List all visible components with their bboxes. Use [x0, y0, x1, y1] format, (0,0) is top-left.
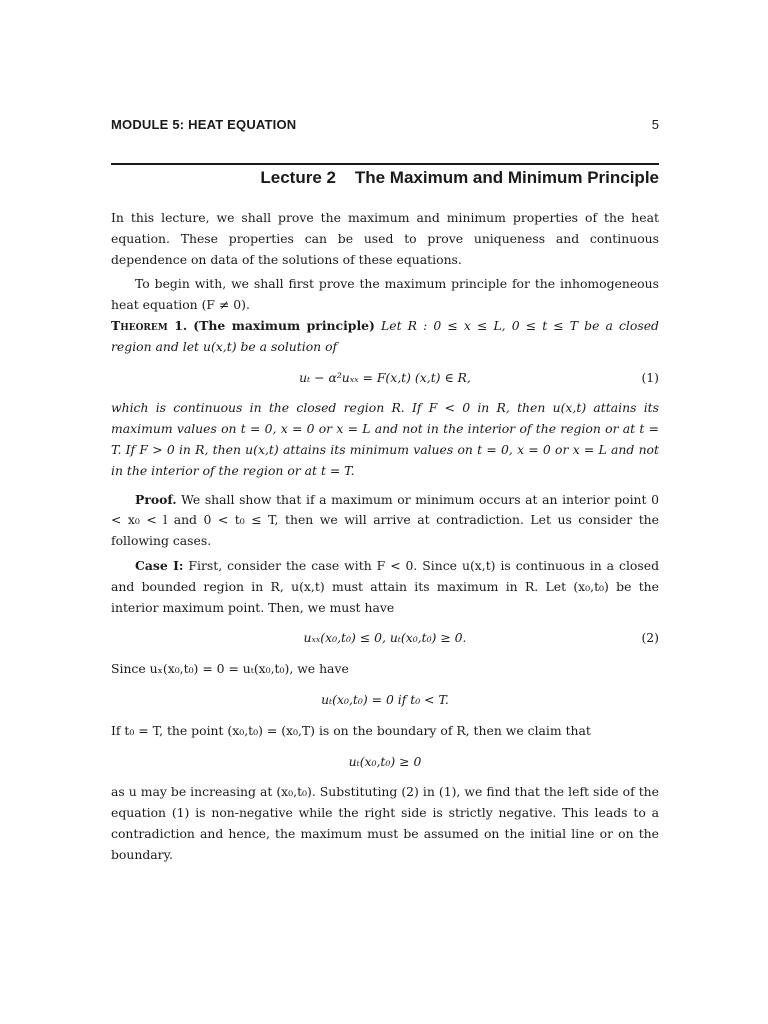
theorem-paragraph: [111, 316, 659, 358]
equation-1: [111, 368, 659, 389]
header-rule: [111, 163, 659, 165]
theorem-continuation: which is continuous in the closed region R. If F < 0 in R, then u(x,t) attains its maximum values on t = 0, x = 0 or x = L and not in the interior of the region or at t = T. If F > 0 in R, then u(x,t) attains its minimum values on t = 0, x = 0 or x = L and not in the interior of the region or at t = T.: [111, 400, 659, 478]
lecture-title: Lecture 2 The Maximum and Minimum Principle: [260, 168, 659, 187]
equation-2-body: uₓₓ(x₀,t₀) ≤ 0, uₜ(x₀,t₀) ≥ 0.: [303, 630, 467, 646]
proof-text: We shall show that if a maximum or minimum occurs at an interior point 0 < x₀ < l and 0 < t₀ ≤ T, then we will arrive at contradiction. Let us consider the following cases.: [111, 491, 659, 549]
equation-2-number: (2): [641, 630, 659, 646]
running-header: [111, 117, 659, 132]
equation-1-number: (1): [641, 369, 659, 385]
case1-label: Case I:: [135, 557, 184, 573]
if-t0-paragraph: If t₀ = T, the point (x₀,t₀) = (x₀,T) is on the boundary of R, then we claim that: [111, 722, 591, 738]
equation-4-body: uₜ(x₀,t₀) ≥ 0: [348, 753, 422, 769]
page-number: 5: [651, 117, 659, 132]
module-title: MODULE 5: HEAT EQUATION: [111, 117, 297, 132]
theorem-name: (The maximum principle): [193, 317, 375, 333]
theorem-label: Theorem 1.: [111, 317, 188, 333]
proof-paragraph: [111, 490, 659, 552]
case1-text: First, consider the case with F < 0. Since u(x,t) is continuous in a closed and bounded region in R, u(x,t) must attain its maximum in R. Let (x₀,t₀) be the interior maximum point. Then, we must have: [111, 557, 659, 615]
equation-4: [111, 752, 659, 773]
conclusion-paragraph: as u may be increasing at (x₀,t₀). Substituting (2) in (1), we find that the left side of the equation (1) is non-negative while the right side is strictly negative. This leads to a contradiction and hence, the maximum must be assumed on the initial line or on the boundary.: [111, 784, 659, 862]
equation-3-body: uₜ(x₀,t₀) = 0 if t₀ < T.: [321, 691, 449, 707]
theorem-statement: Let R : 0 ≤ x ≤ L, 0 ≤ t ≤ T be a closed region and let u(x,t) be a solution of: [111, 317, 659, 354]
proof-label: Proof.: [135, 491, 177, 507]
equation-1-body: uₜ − α²uₓₓ = F(x,t) (x,t) ∈ R,: [299, 369, 471, 385]
begin-paragraph: To begin with, we shall first prove the maximum principle for the inhomogeneous heat equation (F ≠ 0).: [111, 276, 659, 313]
since-paragraph: Since uₓ(x₀,t₀) = 0 = uₜ(x₀,t₀), we have: [111, 661, 349, 677]
case1-paragraph: [111, 556, 659, 618]
equation-2: [111, 628, 659, 649]
equation-3: [111, 690, 659, 711]
document-body: [111, 208, 659, 866]
intro-paragraph: In this lecture, we shall prove the maximum and minimum properties of the heat equation. These properties can be used to prove uniqueness and continuous dependence on data of the solutions of these equations.: [111, 210, 659, 267]
